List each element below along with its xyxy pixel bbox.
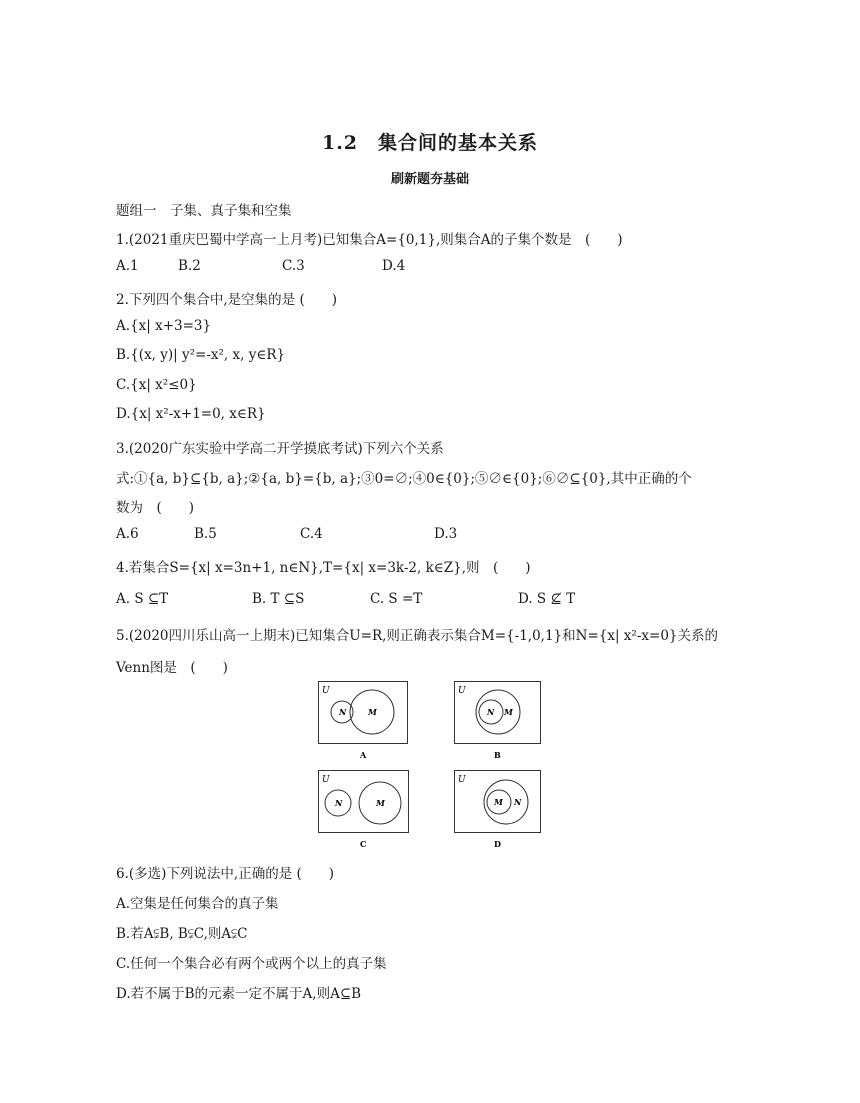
question-1-stem: 1.(2021重庆巴蜀中学高一上月考)已知集合A={0,1},则集合A的子集个数是 ( ) xyxy=(116,232,623,248)
q3-option-d: D.3 xyxy=(434,526,458,542)
venn-d-set-m: M xyxy=(494,797,503,807)
q2-option-c: C.{x| x²≤0} xyxy=(116,377,197,393)
venn-a-caption: A xyxy=(360,750,367,760)
venn-diagram-d xyxy=(454,770,544,850)
venn-d-set-n: N xyxy=(514,797,522,807)
question-5-stem-line2: Venn图是 ( ) xyxy=(116,660,228,676)
q3-option-c: C.4 xyxy=(300,526,323,542)
question-6-stem: 6.(多选)下列说法中,正确的是 ( ) xyxy=(116,866,335,882)
venn-d-caption: D xyxy=(494,839,501,849)
venn-c-set-m: M xyxy=(376,798,385,808)
q3-option-a: A.6 xyxy=(116,526,139,542)
venn-diagram-c xyxy=(318,770,410,850)
venn-b-caption: B xyxy=(494,750,501,760)
q4-option-c: C. S =T xyxy=(370,591,423,607)
venn-a-set-m: M xyxy=(368,707,377,717)
q1-option-d: D.4 xyxy=(382,258,406,274)
q6-option-d: D.若不属于B的元素一定不属于A,则A⊆B xyxy=(116,986,362,1002)
venn-diagram-b xyxy=(454,681,544,761)
q3-option-b: B.5 xyxy=(194,526,217,542)
question-5-stem-line1: 5.(2020四川乐山高一上期末)已知集合U=R,则正确表示集合M={-1,0,1}和N={x| x²-x=0}关系的 xyxy=(116,628,718,644)
q6-option-b: B.若A⫋B, B⫋C,则A⫋C xyxy=(116,926,248,942)
page-subtitle: 刷新题夯基础 xyxy=(390,172,469,187)
q2-option-a: A.{x| x+3=3} xyxy=(116,318,212,334)
venn-a-universe-label: U xyxy=(322,686,330,696)
q4-option-d: D. S ⊈ T xyxy=(518,591,576,607)
q1-option-a: A.1 xyxy=(116,258,139,274)
venn-diagram-a xyxy=(318,681,408,761)
venn-d-universe-label: U xyxy=(458,775,466,785)
q6-option-a: A.空集是任何集合的真子集 xyxy=(116,896,279,912)
venn-c-caption: C xyxy=(360,839,367,849)
q2-option-b: B.{(x, y)| y²=-x², x, y∈R} xyxy=(116,347,286,363)
q4-option-b: B. T ⊆S xyxy=(252,591,305,607)
question-4-stem: 4.若集合S={x| x=3n+1, n∈N},T={x| x=3k-2, k∈Z},则 ( ) xyxy=(116,560,531,576)
venn-c-set-n: N xyxy=(335,798,343,808)
group-heading: 题组一 子集、真子集和空集 xyxy=(116,203,292,219)
q1-option-b: B.2 xyxy=(178,258,201,274)
question-3-stem-line2: 式:①{a, b}⊆{b, a};②{a, b}={b, a};③0=∅;④0∈{0};⑤∅∈{0};⑥∅⊆{0},其中正确的个 xyxy=(116,471,692,487)
q6-option-c: C.任何一个集合必有两个或两个以上的真子集 xyxy=(116,956,387,972)
venn-b-set-m: M xyxy=(504,707,513,717)
page-title: 1.2 集合间的基本关系 xyxy=(321,132,539,154)
q4-option-a: A. S ⊆T xyxy=(116,591,169,607)
question-3-stem-line1: 3.(2020广东实验中学高二开学摸底考试)下列六个关系 xyxy=(116,441,444,457)
venn-c-universe-label: U xyxy=(322,775,330,785)
q2-option-d: D.{x| x²-x+1=0, x∈R} xyxy=(116,406,266,422)
q1-option-c: C.3 xyxy=(282,258,305,274)
question-3-stem-line3: 数为 ( ) xyxy=(116,500,195,516)
venn-b-set-n: N xyxy=(487,707,495,717)
question-2-stem: 2.下列四个集合中,是空集的是 ( ) xyxy=(116,292,337,308)
venn-b-universe-label: U xyxy=(458,686,466,696)
venn-a-set-n: N xyxy=(339,707,347,717)
